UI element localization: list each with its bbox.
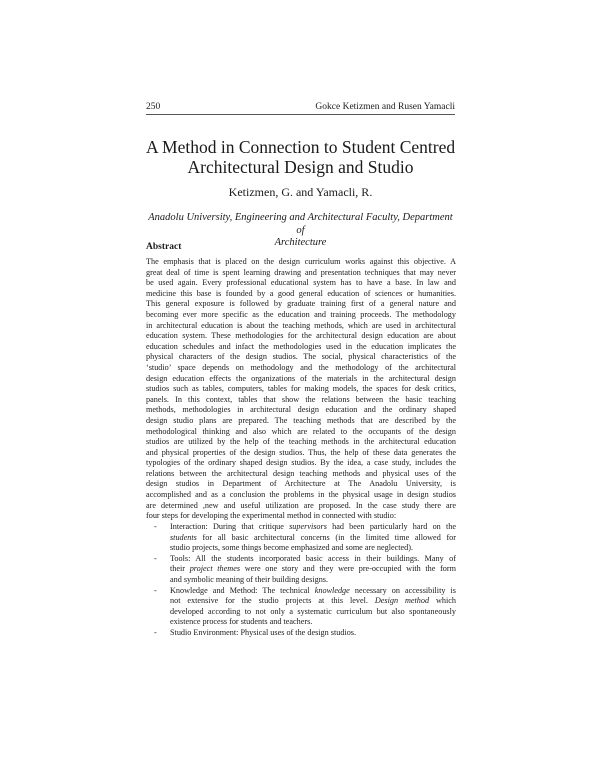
abstract-line: panels. In this context, tables that show the relations between the basic teaching <box>146 394 456 404</box>
list-item-line: Knowledge and Method: The technical knowledge necessary on accessibility is <box>170 585 456 595</box>
list-dash: - <box>154 553 157 563</box>
abstract-line: accomplished and as a conclusion the problems in the physical usage in design studios <box>146 490 456 500</box>
affiliation <box>146 212 455 250</box>
abstract-line: are determined ,new and useful utilization are proposed. In the case study there are <box>146 500 456 510</box>
title-line-1: A Method in Connection to Student Centred <box>146 137 456 157</box>
list-dash: - <box>154 627 157 637</box>
list-dash: - <box>154 522 157 531</box>
abstract-line: education schedules and infact the methodologies used in the education implicates the <box>146 341 456 351</box>
affiliation-line-1: Anadolu University, Engineering and Architectural Faculty, Department of <box>148 212 453 236</box>
abstract-line: in architectural education is about the teaching methods, which are used in architectural <box>146 320 456 330</box>
abstract-line: be used again. Every professional educational system has to have a base. In law and <box>146 278 456 288</box>
list-item-line: students for all basic architectural concerns (in the limited time allowed for <box>170 532 456 542</box>
abstract-line: becoming ever more specific as the education and training proceeds. The methodology <box>146 309 456 319</box>
running-head-authors: Gokce Ketizmen and Rusen Yamacli <box>315 102 455 112</box>
abstract-line: studios are utilized by the help of the teaching methods in the architectural education <box>146 437 456 447</box>
abstract-line: typologies of the ordinary shaped design studios. By the idea, a case study, includes the <box>146 458 456 468</box>
abstract-line: methodological thinking and also which are related to the occupants of the design <box>146 426 456 436</box>
author-list: Ketizmen, G. and Yamacli, R. <box>228 185 373 199</box>
paper-title <box>146 137 455 177</box>
abstract-line: education system. These methodologies for the architectural design education are about <box>146 331 456 341</box>
abstract-line: physical characters of the design studios. The social, physical characteristics of the <box>146 352 456 362</box>
title-line-2: Architectural Design and Studio <box>187 157 414 177</box>
step-list <box>146 522 456 639</box>
list-item-line: developed according to not only a systematic curriculum but also spontaneously <box>170 606 456 616</box>
abstract-line: design studios in Department of Architecture at The Anadolu University, is <box>146 479 456 489</box>
abstract-line: ‘studio’ space depends on methodology and the methodology of the architectural <box>146 362 456 372</box>
list-item-line: their project themes were one story and they were pre-occupied with the form <box>170 564 456 574</box>
list-item-line: Interaction: During that critique supervisors had been particularly hard on the <box>170 522 456 531</box>
abstract-line: The emphasis that is placed on the design curriculum works against this objective. A <box>146 257 456 266</box>
abstract-line: medicine this base is founded by a good general education of sciences or humanities. <box>146 288 456 298</box>
affiliation-line-2: Architecture <box>274 237 327 248</box>
abstract-line: This general exposure is followed by graduate training first of a general nature and <box>146 299 456 309</box>
list-item-knowledge-method <box>146 586 456 628</box>
header-rule <box>146 114 455 115</box>
abstract-line: and physical properties of the design studios. Thus, the help of these data generates the <box>146 447 456 457</box>
abstract-heading: Abstract <box>146 242 182 252</box>
abstract-line: design studio plans are prepared. The teaching methods that are described by the <box>146 415 456 425</box>
list-item-line: Studio Environment: Physical uses of the design studios. <box>170 627 357 637</box>
abstract-body <box>146 257 456 522</box>
list-item-line: existence process for students and teachers. <box>170 617 313 627</box>
list-item-line: Tools: All the students incorporated basic access in their buildings. Many of <box>170 553 456 563</box>
page-number: 250 <box>146 102 161 112</box>
abstract-line: relations between the architectural design teaching methods and physical uses of the <box>146 468 456 478</box>
list-item-line: studio projects, some things become emphasized and some are neglected). <box>170 543 414 553</box>
list-item-interaction <box>146 522 456 554</box>
list-item-line: not extensive for the studio projects at this level. Design method which <box>170 596 456 606</box>
list-item-studio-environment <box>146 628 456 639</box>
list-item-tools <box>146 554 456 586</box>
abstract-line: methods, methodologies in architectural design education and the ordinary shaped <box>146 405 456 415</box>
abstract-line: design education effects the organizations of the materials in the architectural design <box>146 373 456 383</box>
abstract-line: studios such as tables, computers, tables for making models, the spaces for desk critics, <box>146 384 456 394</box>
abstract-line: four steps for developing the experimental method in connected with studio: <box>146 511 397 521</box>
list-dash: - <box>154 585 157 595</box>
abstract-line: great deal of time is spent learning drawing and presentation techniques that may never <box>146 267 456 277</box>
list-item-line: and symbolic meaning of their building designs. <box>170 574 329 584</box>
